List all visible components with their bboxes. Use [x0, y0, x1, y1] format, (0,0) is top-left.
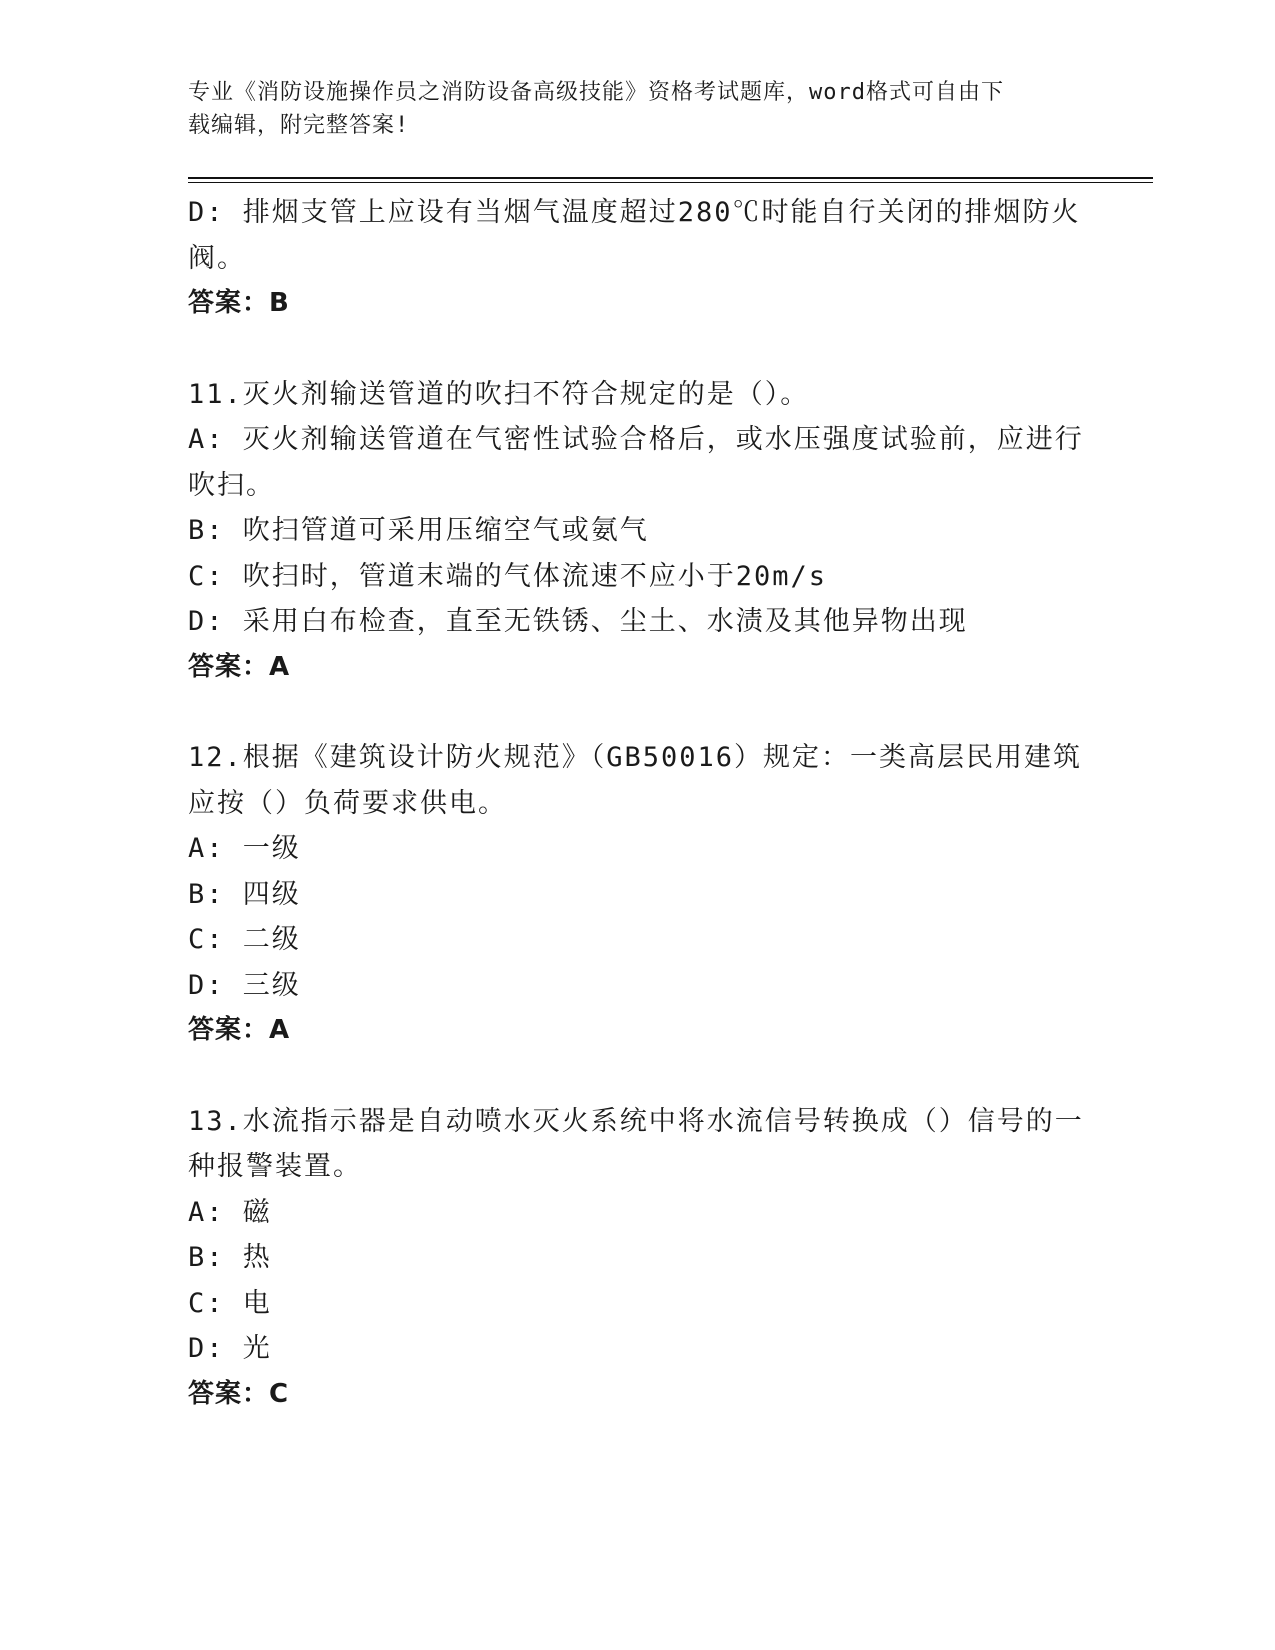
option-c-text: C: 电: [188, 1287, 272, 1319]
option-b-text: B: 吹扫管道可采用压缩空气或氨气: [188, 515, 649, 546]
question-content: [188, 190, 1088, 1417]
option-c-text: C: 吹扫时，管道末端的气体流速不应小于20m/s: [188, 560, 828, 592]
option-d-text: D: 排烟支管上应设有当烟气温度超过280℃时能自行关闭的排烟防火: [188, 197, 1081, 228]
answer-line: 答案：B: [188, 288, 290, 318]
header-rule-thick: [188, 177, 1153, 179]
question-11: [188, 372, 1088, 691]
question-stem: 13.水流指示器是自动喷水灭火系统中将水流信号转换成（）信号的一: [188, 1105, 1084, 1137]
question-12: [188, 735, 1088, 1054]
option-a-text: A: 灭火剂输送管道在气密性试验合格后，或水压强度试验前，应进行: [188, 424, 1084, 455]
option-d-text: D: 三级: [188, 969, 301, 1001]
option-a-text-continued: 吹扫。: [188, 469, 275, 501]
option-d-text: D: 光: [188, 1333, 272, 1364]
spacer: [188, 690, 1088, 735]
document-header: [188, 76, 1068, 142]
answer-line: 答案：C: [188, 1378, 290, 1409]
header-line-1: 专业《消防设施操作员之消防设备高级技能》资格考试题库，word格式可自由下: [188, 80, 1004, 105]
header-rule-thin: [188, 182, 1153, 183]
header-line-2: 载编辑，附完整答案!: [188, 113, 410, 138]
question-13: [188, 1099, 1088, 1418]
question-stem: 12.根据《建筑设计防火规范》（GB50016）规定：一类高层民用建筑: [188, 742, 1083, 773]
continued-question: [188, 190, 1088, 327]
option-c-text: C: 二级: [188, 924, 301, 955]
question-stem-continued: 种报警装置。: [188, 1151, 362, 1182]
option-d-text-continued: 阀。: [188, 242, 246, 274]
spacer: [188, 1054, 1088, 1099]
option-a-text: A: 一级: [188, 833, 301, 864]
option-d-text: D: 采用白布检查，直至无铁锈、尘土、水渍及其他异物出现: [188, 606, 968, 637]
question-stem: 11.灭火剂输送管道的吹扫不符合规定的是（）。: [188, 378, 810, 410]
question-stem-continued: 应按（）负荷要求供电。: [188, 787, 507, 819]
option-b-text: B: 热: [188, 1242, 272, 1273]
option-a-text: A: 磁: [188, 1196, 272, 1228]
answer-line: 答案：A: [188, 1015, 291, 1045]
option-b-text: B: 四级: [188, 878, 301, 910]
answer-line: 答案：A: [188, 651, 291, 682]
spacer: [188, 327, 1088, 372]
